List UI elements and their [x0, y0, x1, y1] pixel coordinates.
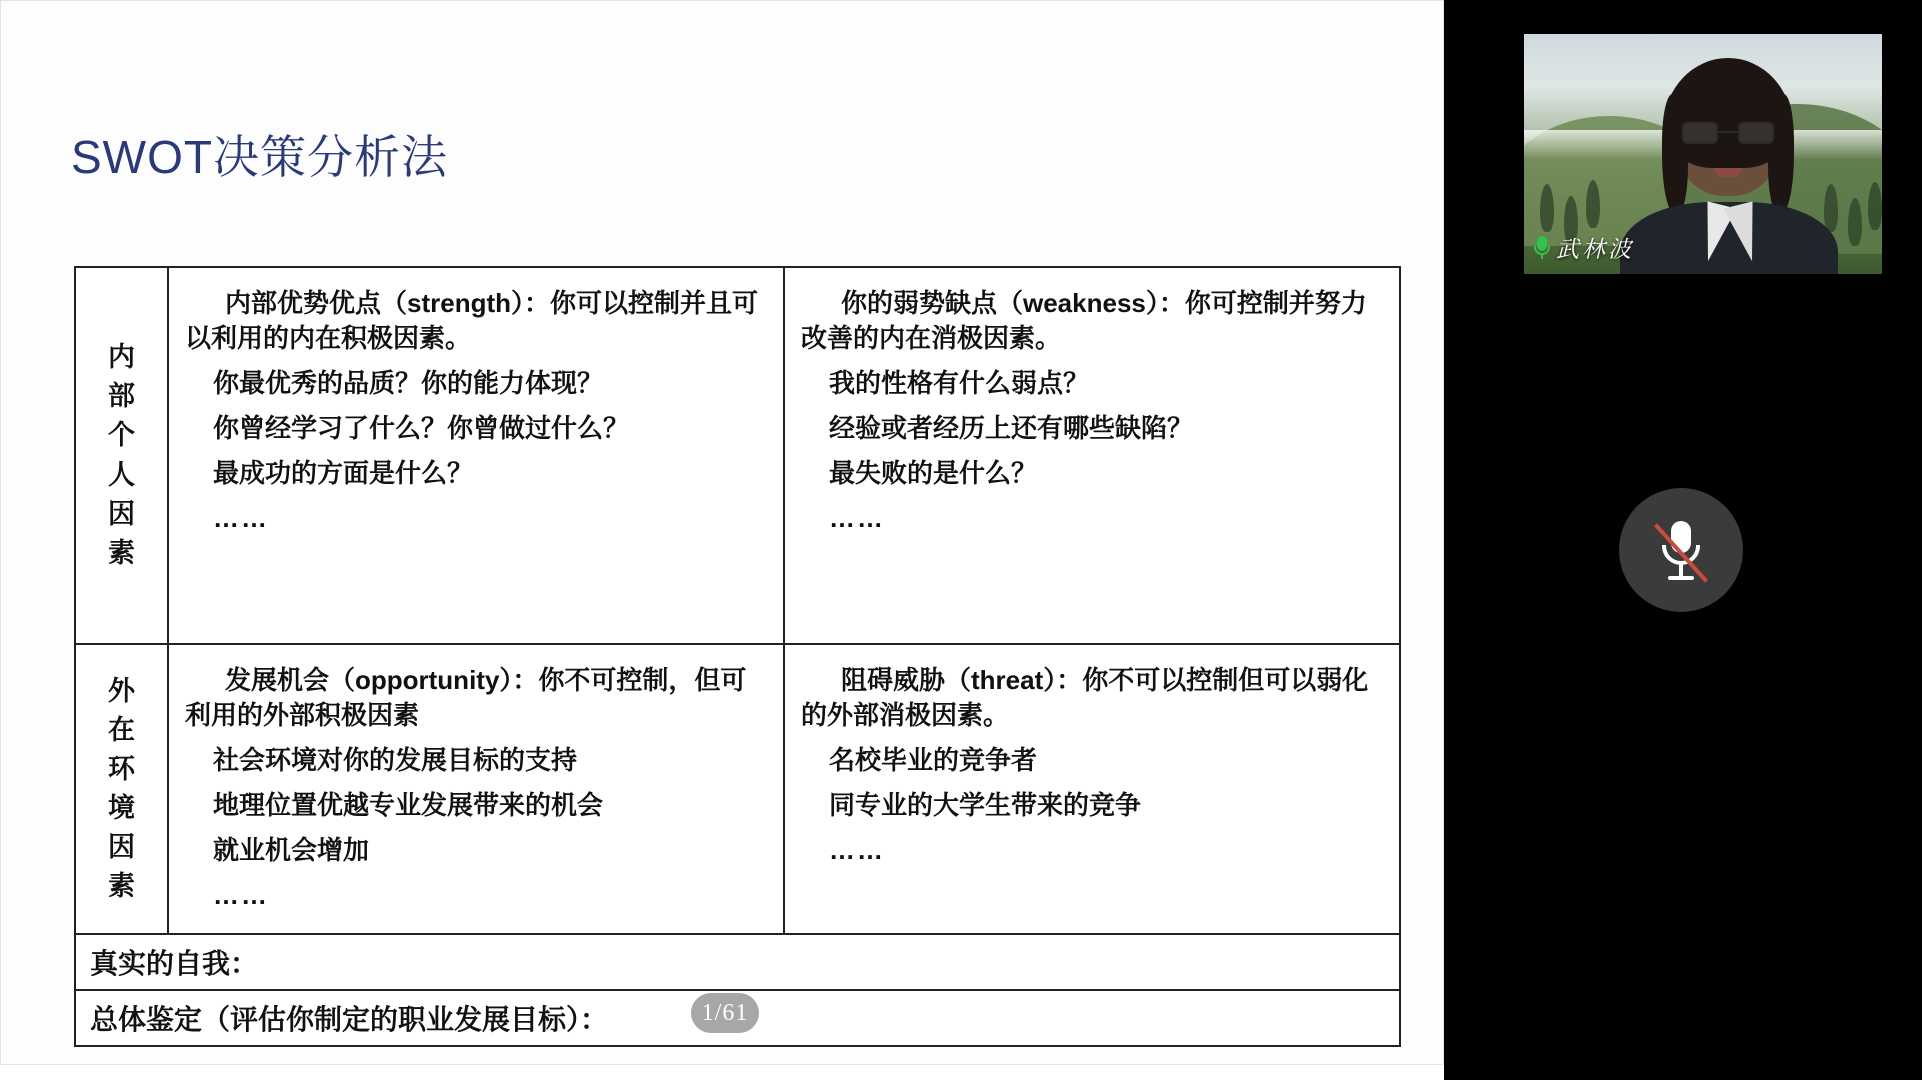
quadrant-weakness: [785, 268, 1399, 643]
quadrant-line: 社会环境对你的发展目标的支持: [213, 745, 578, 776]
quadrant-line: 经验或者经历上还有哪些缺陷？: [829, 413, 1194, 444]
quadrant-ellipsis: ……: [213, 880, 269, 911]
axis-char: 内 部 个 人 因 素: [108, 342, 135, 568]
quadrant-opportunity: [169, 645, 785, 933]
quadrant-heading: 内部优势优点（strength）：你可以控制并且可以利用的内在积极因素。: [185, 288, 759, 354]
quadrant-line: 我的性格有什么弱点？: [829, 368, 1090, 399]
quadrant-heading: 阻碍威胁（threat）：你不可以控制但可以弱化的外部消极因素。: [801, 665, 1369, 731]
participant-name-chip: [1530, 229, 1642, 266]
quadrant-line: 地理位置优越专业发展带来的机会: [213, 790, 604, 821]
avatar-hair-side: [1768, 94, 1794, 214]
footer-label: 总体鉴定（评估你制定的职业发展目标）：: [90, 1004, 609, 1035]
footer-label: 真实的自我：: [90, 948, 259, 979]
axis-char: 外 在 环 境 因 素: [108, 675, 135, 902]
mute-toggle-button[interactable]: [1619, 488, 1743, 612]
quadrant-line: 就业机会增加: [213, 835, 370, 866]
quadrant-line: 你曾经学习了什么？你曾做过什么？: [213, 413, 630, 444]
glasses-icon: [1682, 122, 1774, 144]
quadrant-line: 名校毕业的竞争者: [829, 745, 1038, 776]
row-axis-label-internal: [76, 268, 169, 643]
quadrant-ellipsis: ……: [213, 503, 269, 534]
microphone-muted-icon: [1658, 519, 1704, 581]
quadrant-ellipsis: ……: [829, 835, 885, 866]
page-title: SWOT决策分析法: [71, 131, 448, 183]
avatar-hair-side: [1662, 94, 1688, 214]
quadrant-line: 最成功的方面是什么？: [213, 458, 474, 489]
swot-table: [74, 266, 1401, 1047]
quadrant-heading: 发展机会（opportunity）：你不可控制，但可利用的外部积极因素: [185, 665, 747, 731]
table-row: [76, 268, 1399, 643]
quadrant-line: 同专业的大学生带来的竞争: [829, 790, 1142, 821]
participants-panel: [1444, 0, 1922, 1080]
slide-page-indicator: 1/61: [691, 993, 759, 1033]
participant-video-tile[interactable]: [1524, 34, 1882, 274]
quadrant-line: 你最优秀的品质？你的能力体现？: [213, 368, 604, 399]
quadrant-strength: [169, 268, 785, 643]
row-axis-label-external: [76, 645, 169, 933]
table-footer-row-self: [76, 933, 1399, 989]
microphone-icon: [1534, 235, 1550, 261]
participant-name: 武林波: [1556, 237, 1634, 262]
quadrant-threat: [785, 645, 1399, 933]
quadrant-ellipsis: ……: [829, 503, 885, 534]
quadrant-line: 最失败的是什么？: [829, 458, 1038, 489]
table-row: [76, 643, 1399, 933]
quadrant-heading: 你的弱势缺点（weakness）：你可控制并努力改善的内在消极因素。: [801, 288, 1367, 354]
